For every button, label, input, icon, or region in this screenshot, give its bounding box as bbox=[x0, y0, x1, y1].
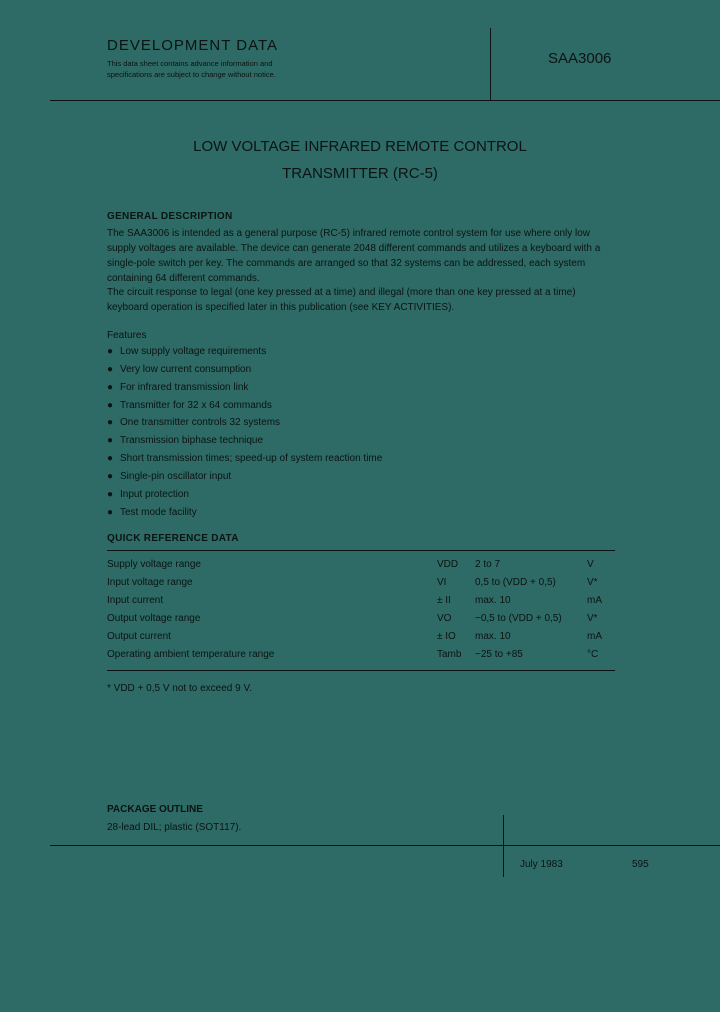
feature-item: ● For infrared transmission link bbox=[107, 382, 249, 393]
unit-cell: V bbox=[587, 559, 594, 570]
bullet-icon: ● bbox=[107, 489, 114, 500]
unit-cell: V* bbox=[587, 613, 598, 624]
package-text: 28-lead DIL; plastic (SOT117). bbox=[107, 822, 242, 833]
general-paragraph-2: The circuit response to legal (one key pressed at a time) and illegal (more than one key pressed at a time) keyboard operation is specified later in this publication (see KEY ACTIVITIES). bbox=[107, 287, 576, 313]
param-cell: Operating ambient temperature range bbox=[107, 649, 275, 660]
header-note-line2: specifications are subject to change without notice. bbox=[107, 70, 276, 79]
footer-date: July 1983 bbox=[520, 859, 563, 870]
feature-item: ● Transmitter for 32 x 64 commands bbox=[107, 400, 272, 411]
header-divider bbox=[490, 28, 491, 100]
feature-item: ● Very low current consumption bbox=[107, 364, 252, 375]
feature-item: ● Input protection bbox=[107, 489, 189, 500]
param-cell: Output current bbox=[107, 631, 171, 642]
unit-cell: mA bbox=[587, 595, 602, 606]
symbol-cell: VO bbox=[437, 613, 452, 624]
feature-item: ● One transmitter controls 32 systems bbox=[107, 417, 281, 428]
product-code: SAA3006 bbox=[548, 50, 612, 67]
quick-ref-table bbox=[107, 557, 617, 665]
param-cell: Input voltage range bbox=[107, 577, 193, 588]
package-heading: PACKAGE OUTLINE bbox=[107, 804, 203, 815]
unit-cell: mA bbox=[587, 631, 602, 642]
header-note bbox=[107, 58, 337, 80]
table-row bbox=[107, 593, 617, 611]
header-note-line1: This data sheet contains advance information and bbox=[107, 59, 273, 68]
bullet-icon: ● bbox=[107, 346, 114, 357]
unit-cell: °C bbox=[587, 649, 599, 660]
quick-ref-bottom-rule bbox=[107, 670, 615, 671]
quick-ref-top-rule bbox=[107, 550, 615, 551]
page-title-line1: LOW VOLTAGE INFRARED REMOTE CONTROL bbox=[193, 138, 527, 155]
value-cell: max. 10 bbox=[475, 631, 511, 642]
table-row bbox=[107, 557, 617, 575]
value-cell: −0,5 to (VDD + 0,5) bbox=[475, 613, 562, 624]
bullet-icon: ● bbox=[107, 471, 114, 482]
bullet-icon: ● bbox=[107, 417, 114, 428]
footer-rule bbox=[50, 845, 720, 846]
bullet-icon: ● bbox=[107, 382, 114, 393]
bullet-icon: ● bbox=[107, 435, 114, 446]
header-rule bbox=[50, 100, 720, 101]
bullet-icon: ● bbox=[107, 453, 114, 464]
bullet-icon: ● bbox=[107, 364, 114, 375]
symbol-cell: VI bbox=[437, 577, 447, 588]
value-cell: 0,5 to (VDD + 0,5) bbox=[475, 577, 556, 588]
value-cell: −25 to +85 bbox=[475, 649, 523, 660]
table-row bbox=[107, 629, 617, 647]
quick-ref-heading: QUICK REFERENCE DATA bbox=[107, 533, 239, 544]
symbol-cell: ± IO bbox=[437, 631, 456, 642]
bullet-icon: ● bbox=[107, 400, 114, 411]
header-title: DEVELOPMENT DATA bbox=[107, 37, 279, 54]
page-number: 595 bbox=[632, 859, 649, 870]
value-cell: 2 to 7 bbox=[475, 559, 501, 570]
feature-item: ● Transmission biphase technique bbox=[107, 435, 264, 446]
table-row bbox=[107, 575, 617, 593]
param-cell: Supply voltage range bbox=[107, 559, 201, 570]
unit-cell: V* bbox=[587, 577, 598, 588]
general-paragraph-1: The SAA3006 is intended as a general purpose (RC-5) infrared remote control system for use where only low supply voltages are available. The device can generate 2048 different commands and utilizes a keyboard with a single-pole switch per key. The commands are arranged so that 32 systems can be addressed, each system containing 64 different commands. bbox=[107, 228, 601, 284]
footnote: * VDD + 0,5 V not to exceed 9 V. bbox=[107, 683, 252, 694]
table-row bbox=[107, 647, 617, 665]
feature-item: ● Short transmission times; speed-up of system reaction time bbox=[107, 453, 383, 464]
feature-item: ● Test mode facility bbox=[107, 507, 197, 518]
page-title-line2: TRANSMITTER (RC-5) bbox=[282, 165, 438, 182]
general-heading: GENERAL DESCRIPTION bbox=[107, 211, 233, 222]
symbol-cell: ± II bbox=[437, 595, 451, 606]
feature-item: ● Single-pin oscillator input bbox=[107, 471, 232, 482]
symbol-cell: VDD bbox=[437, 559, 459, 570]
param-cell: Output voltage range bbox=[107, 613, 201, 624]
features-label: Features bbox=[107, 330, 147, 341]
table-row bbox=[107, 611, 617, 629]
value-cell: max. 10 bbox=[475, 595, 511, 606]
param-cell: Input current bbox=[107, 595, 164, 606]
footer-divider bbox=[503, 815, 504, 877]
symbol-cell: Tamb bbox=[437, 649, 462, 660]
feature-item: ● Low supply voltage requirements bbox=[107, 346, 267, 357]
bullet-icon: ● bbox=[107, 507, 114, 518]
